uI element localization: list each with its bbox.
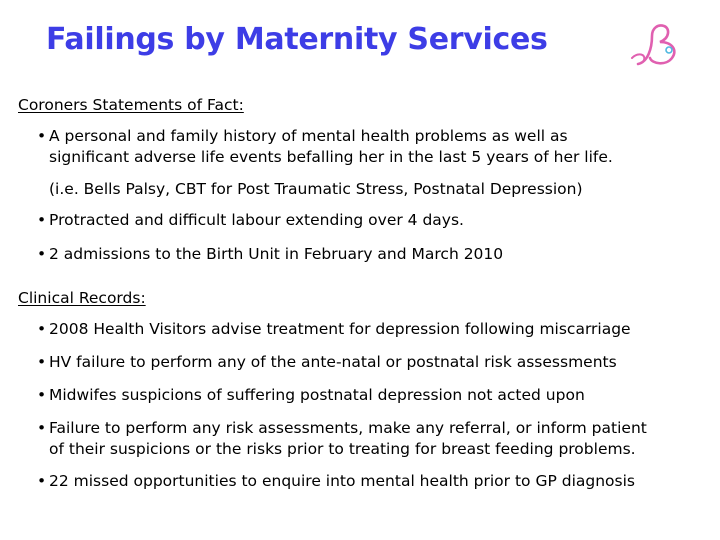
clinical-bullet-4-line2: of their suspicions or the risks prior to treating for breast feeding problems. [49, 440, 636, 458]
coroners-bullet-1 [37, 126, 613, 168]
logo [628, 18, 694, 72]
logo-accent-dot [666, 47, 672, 53]
coroners-bullet-3-text: 2 admissions to the Birth Unit in February and March 2010 [49, 245, 504, 263]
clinical-bullet-1 [37, 319, 631, 340]
bullet-dot: • [37, 211, 47, 229]
clinical-heading: Clinical Records: [18, 289, 146, 307]
clinical-bullet-3 [37, 385, 585, 406]
bullet-dot: • [37, 419, 47, 437]
clinical-bullet-5 [37, 471, 635, 492]
clinical-bullet-5-text: 22 missed opportunities to enquire into mental health prior to GP diagnosis [49, 472, 635, 490]
coroners-bullet-3 [37, 244, 503, 265]
bullet-dot: • [37, 320, 47, 338]
coroners-bullet-2 [37, 210, 464, 231]
coroners-bullet-1-example-text: (i.e. Bells Palsy, CBT for Post Traumatic Stress, Postnatal Depression) [49, 180, 583, 198]
clinical-bullet-1-text: 2008 Health Visitors advise treatment for depression following miscarriage [49, 320, 631, 338]
coroners-heading: Coroners Statements of Fact: [18, 96, 244, 114]
clinical-bullet-2-text: HV failure to perform any of the ante-natal or postnatal risk assessments [49, 353, 617, 371]
clinical-bullet-2 [37, 352, 617, 373]
coroners-bullet-1-example [37, 179, 583, 200]
logo-swash [632, 54, 644, 60]
clinical-bullet-4 [37, 418, 647, 460]
bullet-dot: • [37, 245, 47, 263]
bullet-dot: • [37, 127, 47, 145]
bullet-dot: • [37, 353, 47, 371]
coroners-bullet-1-line1: A personal and family history of mental health problems as well as [49, 127, 568, 145]
coroners-bullet-2-text: Protracted and difficult labour extending over 4 days. [49, 211, 464, 229]
page-title: Failings by Maternity Services [46, 22, 548, 57]
bullet-dot: • [37, 472, 47, 490]
coroners-bullet-1-line2: significant adverse life events befalling her in the last 5 years of her life. [49, 148, 613, 166]
clinical-bullet-4-line1: Failure to perform any risk assessments, make any referral, or inform patient [49, 419, 647, 437]
bullet-dot: • [37, 386, 47, 404]
clinical-bullet-3-text: Midwifes suspicions of suffering postnatal depression not acted upon [49, 386, 585, 404]
